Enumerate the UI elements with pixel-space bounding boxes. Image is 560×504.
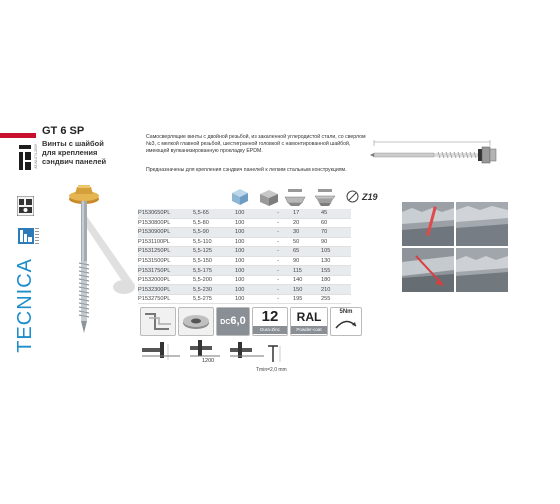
- package-icon: [230, 187, 250, 207]
- table-cell-qty: 100: [235, 228, 263, 238]
- table-row: [138, 247, 351, 257]
- table-cell-a: 50: [293, 237, 321, 247]
- table-cell-code: P1532000PL: [138, 275, 193, 285]
- table-cell-dash: -: [263, 256, 293, 266]
- drill-point-icon: [346, 190, 359, 203]
- table-cell-a: 115: [293, 266, 321, 276]
- table-cell-dash: -: [263, 209, 293, 218]
- tmin-drawing: [262, 340, 302, 366]
- dim-label: 1200: [202, 358, 215, 364]
- tmin-label: Tmin=2,0 mm: [256, 367, 287, 373]
- table-cell-dash: -: [263, 218, 293, 228]
- table-cell-qty: 100: [235, 285, 263, 295]
- table-cell-a: 65: [293, 247, 321, 257]
- table-cell-dash: -: [263, 247, 293, 257]
- steel-thickness-icon: [284, 187, 306, 207]
- table-cell-dash: -: [263, 285, 293, 295]
- drill-capacity-badge: [216, 307, 250, 336]
- table-cell-a: 90: [293, 256, 321, 266]
- table-cell-b: 130: [321, 256, 351, 266]
- table-cell-size: 5,5-110: [193, 237, 235, 247]
- product-description: Самосверлящие винты с двойной резьбой, из закаленной углеродистой стали, со сверлом №3, с мелкой главной резьбой, шестигранной головкой с намонтированной шайбой, имеющей вулканизированную прокладку EPDM.: [146, 134, 366, 155]
- table-cell-size: 5,5-125: [193, 247, 235, 257]
- table-cell-qty: 100: [235, 218, 263, 228]
- install-image-2: [456, 202, 508, 246]
- table-cell-qty: 100: [235, 294, 263, 304]
- ral-label: RAL: [291, 308, 327, 326]
- z-label: Z19: [362, 192, 378, 202]
- table-cell-b: 180: [321, 275, 351, 285]
- dc-label: DC: [220, 319, 231, 326]
- table-cell-b: 70: [321, 228, 351, 238]
- panel-thickness-icon: [314, 187, 336, 207]
- install-image-1: [402, 202, 454, 246]
- table-row: [138, 228, 351, 238]
- table-cell-code: P1531250PL: [138, 247, 193, 257]
- table-cell-b: 155: [321, 266, 351, 276]
- table-cell-size: 5,5-230: [193, 285, 235, 295]
- table-row: [138, 237, 351, 247]
- table-cell-dash: -: [263, 237, 293, 247]
- table-cell-b: 210: [321, 285, 351, 295]
- table-cell-qty: 100: [235, 266, 263, 276]
- table-cell-dash: -: [263, 228, 293, 238]
- approval-logo-icon: [18, 228, 34, 244]
- table-cell-a: 20: [293, 218, 321, 228]
- table-cell-b: 90: [321, 237, 351, 247]
- table-row: [138, 266, 351, 276]
- table-cell-b: 45: [321, 209, 351, 218]
- table-row: [138, 218, 351, 228]
- ral-badge: [290, 307, 328, 336]
- torque-badge: [330, 307, 362, 336]
- table-cell-code: P1531750PL: [138, 266, 193, 276]
- company-logo-icon: [18, 143, 32, 173]
- product-purpose: Предназначены для крепления сэндвич панелей к легким стальным конструкциям.: [146, 167, 347, 173]
- table-cell-dash: -: [263, 266, 293, 276]
- table-cell-code: P1530900PL: [138, 228, 193, 238]
- torque-value: 5Nm: [339, 309, 353, 315]
- table-cell-code: P1532300PL: [138, 285, 193, 295]
- table-cell-qty: 100: [235, 247, 263, 257]
- ral-caption: Powder-coat: [291, 326, 327, 334]
- install-image-3: [402, 248, 454, 292]
- table-cell-qty: 100: [235, 237, 263, 247]
- corrosion-number: 12: [261, 308, 279, 325]
- install-drawing-2: [186, 338, 226, 368]
- table-cell-size: 5,5-175: [193, 266, 235, 276]
- table-row: [138, 209, 351, 218]
- table-cell-size: 5,5-80: [193, 218, 235, 228]
- table-cell-size: 5,5-65: [193, 209, 235, 218]
- table-cell-size: 5,5-90: [193, 228, 235, 238]
- table-cell-size: 5,5-275: [193, 294, 235, 304]
- box-icon: [258, 187, 280, 207]
- brand-tecnica: TECNICA: [14, 258, 36, 353]
- table-row: [138, 256, 351, 266]
- table-row: [138, 294, 351, 304]
- table-cell-a: 30: [293, 228, 321, 238]
- table-row: [138, 285, 351, 295]
- side-code-text: AT-NI-074-2009: [34, 144, 38, 169]
- table-cell-dash: -: [263, 275, 293, 285]
- accent-bar: [0, 133, 36, 138]
- table-cell-b: 105: [321, 247, 351, 257]
- torque-arrow-icon: [331, 316, 361, 334]
- table-cell-size: 5,5-150: [193, 256, 235, 266]
- table-cell-qty: 100: [235, 275, 263, 285]
- screw-drawing: [368, 138, 508, 170]
- profile-icon: [140, 307, 176, 336]
- table-cell-code: P1532750PL: [138, 294, 193, 304]
- screw-illustration: [60, 185, 140, 345]
- table-cell-a: 17: [293, 209, 321, 218]
- table-cell-code: P1530650PL: [138, 209, 193, 218]
- approval-code-text: [35, 228, 39, 246]
- table-cell-qty: 100: [235, 256, 263, 266]
- table-cell-size: 5,5-200: [193, 275, 235, 285]
- install-drawing-1: [140, 340, 184, 368]
- table-cell-qty: 100: [235, 209, 263, 218]
- table-cell-a: 150: [293, 285, 321, 295]
- table-cell-b: 60: [321, 218, 351, 228]
- spec-table: [138, 209, 351, 304]
- product-title: GT 6 SP: [42, 125, 85, 137]
- table-cell-code: P1531500PL: [138, 256, 193, 266]
- table-row: [138, 275, 351, 285]
- washer-icon: [178, 307, 214, 336]
- table-cell-code: P1531100PL: [138, 237, 193, 247]
- table-cell-code: P1530800PL: [138, 218, 193, 228]
- corrosion-caption: Dura-Zinc: [253, 326, 287, 334]
- certificate-logo-icon: [17, 196, 34, 216]
- product-subtitle: Винты с шайбой для крепления сэндвич панелей: [42, 139, 107, 166]
- table-cell-dash: -: [263, 294, 293, 304]
- dc-value: 6,0: [230, 315, 246, 327]
- table-cell-a: 195: [293, 294, 321, 304]
- install-image-4: [456, 248, 508, 292]
- table-cell-b: 255: [321, 294, 351, 304]
- table-cell-a: 140: [293, 275, 321, 285]
- corrosion-class-badge: [252, 307, 288, 336]
